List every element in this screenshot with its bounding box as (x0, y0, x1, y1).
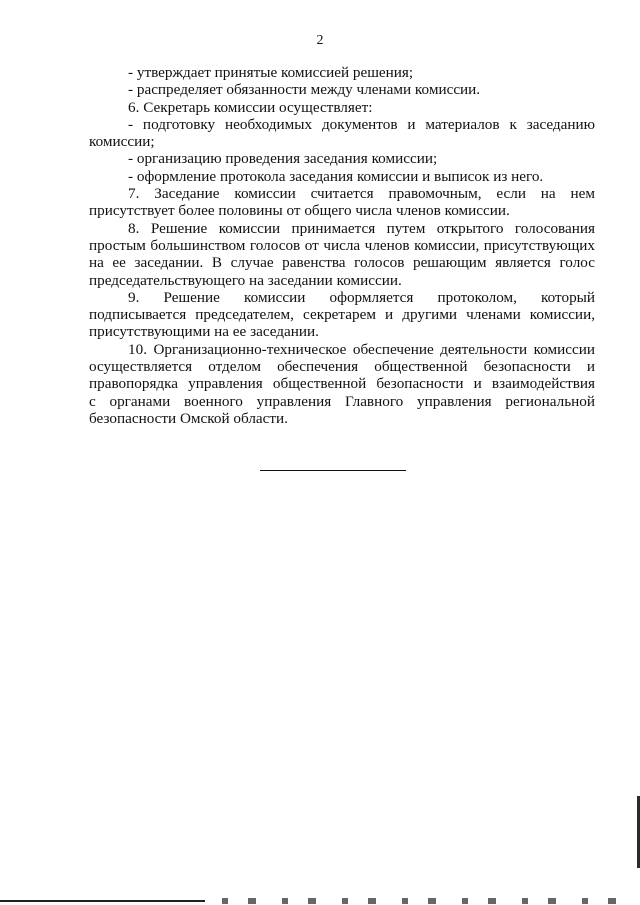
text-line: безопасности Омской области. (89, 409, 288, 427)
text-line: подписывается председателем, секретарем и другими членами комиссии, (89, 306, 595, 324)
scan-footer-strip (0, 896, 640, 905)
closing-rule (260, 470, 406, 471)
text-line: 6. Секретарь комиссии осуществляет: (128, 98, 373, 116)
text-line: 9. Решение комиссии оформляется протоколом, который (128, 288, 595, 306)
text-line: 10. Организационно-техническое обеспечение деятельности комиссии (128, 340, 595, 358)
text-line: присутствует более половины от общего числа членов комиссии. (89, 202, 510, 220)
text-line: - утверждает принятые комиссией решения; (128, 64, 414, 81)
text-line: - подготовку необходимых документов и материалов к заседанию (128, 115, 595, 133)
footer-cropped-text (222, 898, 640, 904)
text-line: - организацию проведения заседания комиссии; (128, 150, 438, 168)
page-number: 2 (316, 33, 324, 48)
footer-bar (0, 900, 205, 902)
text-line: на ее заседании. В случае равенства голосов решающим является голос (89, 254, 595, 272)
text-line: 8. Решение комиссии принимается путем открытого голосования (128, 219, 595, 237)
text-line: присутствующими на ее заседании. (89, 323, 319, 341)
text-line: осуществляется отделом обеспечения общественной безопасности и (89, 358, 595, 376)
text-line: правопорядка управления общественной безопасности и взаимодействия (89, 375, 595, 393)
text-line: председательствующего на заседании комиссии. (89, 271, 402, 289)
text-line: 7. Заседание комиссии считается правомочным, если на нем (128, 185, 595, 203)
text-line: с органами военного управления Главного управления региональной (89, 392, 595, 410)
document-body (89, 64, 595, 427)
text-line: комиссии; (89, 133, 155, 151)
text-line: простым большинством голосов от числа членов комиссии, присутствующих (89, 236, 595, 254)
text-line: - оформление протокола заседания комиссии и выписок из него. (128, 167, 544, 185)
text-line: - распределяет обязанности между членами комиссии. (128, 81, 481, 99)
